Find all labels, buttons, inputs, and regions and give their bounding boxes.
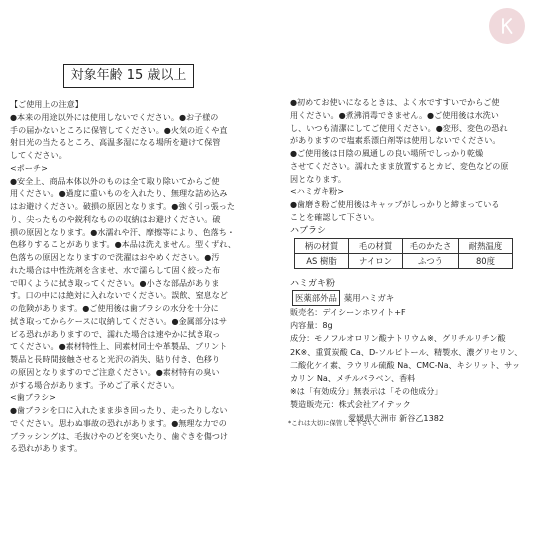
address-line: 愛媛県大洲市 新谷乙1382 xyxy=(348,412,445,423)
category-badge: 医薬部外品 xyxy=(292,290,340,306)
toothpaste-category-row xyxy=(292,290,394,306)
table-cell: 80度 xyxy=(459,254,513,269)
caution-line: がする場合があります。予めご了承ください。 xyxy=(10,379,180,390)
caution-line: の原因となりますのでご注意ください。●素材特有の臭い xyxy=(10,366,220,377)
caution-line: ●歯ブラシを口に入れたまま歩き回ったり、走ったりしない xyxy=(10,405,228,415)
caution-line: り、尖ったものや鋭利なものの収納はお避けください。破 xyxy=(10,213,221,224)
age-label-box: 対象年齢 15 歳以上 xyxy=(63,64,194,88)
caution-line: れた場合は中性洗剤を含ませ、水で濡らして固く絞った布 xyxy=(10,264,221,275)
caution-line: 色落ちの原因となりますので洗濯はおやめください。●汚 xyxy=(10,252,220,262)
footnote: *これは大切に保管して下さい。 xyxy=(288,419,381,427)
caution-line: がありますので塩素系漂白剤等は使用しないでください。 xyxy=(290,135,501,146)
caution-line: ●本来の用途以外には使用しないでください。●お子様の xyxy=(10,111,219,122)
caution-line: 手の届かないところに保管してください。●火気の近くや直 xyxy=(10,124,228,135)
caution-line: す。口の中には絶対に入れないでください。誤飲、窒息など xyxy=(10,290,228,301)
caution-line: 拭き取ってからケースに収納してください。●金属部分はサ xyxy=(10,315,228,326)
table-header-cell: 柄の材質 xyxy=(295,239,349,254)
caution-subhead: <ポーチ> xyxy=(10,162,48,173)
caution-line: 射日光の当たるところ、高温多湿になる場所を避けて保管 xyxy=(10,137,221,148)
caution-line: ビる恐れがありますので、濡れた場合は速やかに拭き取っ xyxy=(10,328,221,339)
info-line: ※は「有効成分」無表示は「その他成分」 xyxy=(290,386,443,397)
caution-line: る恐れがあります。 xyxy=(10,443,83,454)
caution-left-column xyxy=(10,98,258,455)
caution-line: てください。●素材特性上、同素材同士や革製品、プリント xyxy=(10,341,228,352)
toothpaste-info xyxy=(290,306,535,425)
toothbrush-title: ハブラシ xyxy=(290,226,327,236)
caution-line: ●歯磨き粉ご使用後はキャップがしっかりと締まっている xyxy=(290,199,500,209)
caution-line: 【ご使用上の注意】 xyxy=(10,99,83,109)
table-header-cell: 耐熱温度 xyxy=(459,239,513,254)
table-row xyxy=(295,239,513,254)
caution-line: ●ご使用後は日陰の風通しの良い場所でしっかり乾燥 xyxy=(290,148,484,158)
table-header-cell: 毛の材質 xyxy=(349,239,403,254)
caution-line: ことを確認して下さい。 xyxy=(290,211,380,222)
caution-line: 用ください。●煮沸消毒できません。●ご使用後は水洗い xyxy=(290,109,499,120)
caution-subhead: <ハミガキ粉> xyxy=(290,186,345,197)
table-cell: ふつう xyxy=(403,254,459,269)
info-line: カリン Na、メチルパラベン、香料 xyxy=(290,373,416,384)
caution-line: でください。思わぬ事故の恐れがあります。●無理な力での xyxy=(10,417,227,428)
toothpaste-title: ハミガキ粉 xyxy=(290,279,336,289)
caution-subhead: <歯ブラシ> xyxy=(10,392,56,403)
caution-line: 損の原因となります。●水濡れや汗、摩擦等により、色落ち・ xyxy=(10,226,235,237)
toothbrush-spec-table xyxy=(294,238,513,269)
info-line: 成分：モノフルオロリン酸ナトリウム※、グリチルリチン酸 xyxy=(290,333,506,344)
caution-line: 色移りすることがあります。●本品は洗えません。型くずれ、 xyxy=(10,239,236,250)
info-line: 内容量：8g xyxy=(290,320,333,331)
corner-badge[interactable] xyxy=(489,8,525,44)
table-cell: AS 樹脂 xyxy=(295,254,349,269)
caution-line: の危険があります。●ご使用後は歯ブラシの水分を十分に xyxy=(10,303,219,313)
caution-line: してください。 xyxy=(10,150,67,160)
info-line: 2K※、重質炭酸 Ca、D-ソルビトール、精製水、濃グリセリン、 xyxy=(290,346,523,357)
caution-line: させてください。濡れたまま放置するとカビ、変色などの原 xyxy=(290,160,509,171)
caution-line: はお避けください。破損の原因となります。●強く引っ張った xyxy=(10,201,235,211)
info-line: 販売名：デイシーンホワイト+F xyxy=(290,307,406,317)
caution-line: ●初めてお使いになるときは、よく水ですすいでからご使 xyxy=(290,97,500,107)
table-row xyxy=(295,254,513,269)
k-icon xyxy=(498,16,516,36)
caution-right-column xyxy=(290,96,535,224)
caution-line: ●安全上、商品本体以外のものは全て取り除いてからご使 xyxy=(10,175,220,186)
table-cell: ナイロン xyxy=(349,254,403,269)
caution-line: で叩くように拭き取ってください。●小さな部品がありま xyxy=(10,277,220,288)
info-line: 二酸化ケイ素、ラウリル硫酸 Na、CMC-Na、キシリット、サッ xyxy=(290,359,521,370)
caution-line: 用ください。●過度に重いものを入れたり、無理な詰め込み xyxy=(10,188,228,199)
caution-line: し、いつも清潔にしてご使用ください。●変形、変色の恐れ xyxy=(290,122,508,133)
info-line: 製造販売元：株式会社アイテック xyxy=(290,399,411,410)
caution-line: 製品と長時間接触させると光沢の消失、貼り付き、色移り xyxy=(10,354,221,364)
category-text: 薬用ハミガキ xyxy=(343,293,395,303)
table-header-cell: 毛のかたさ xyxy=(403,239,459,254)
caution-line: ブラッシングは、毛抜けやのどを突いたり、歯ぐきを傷つけ xyxy=(10,430,229,441)
caution-line: 因となります。 xyxy=(290,173,347,184)
